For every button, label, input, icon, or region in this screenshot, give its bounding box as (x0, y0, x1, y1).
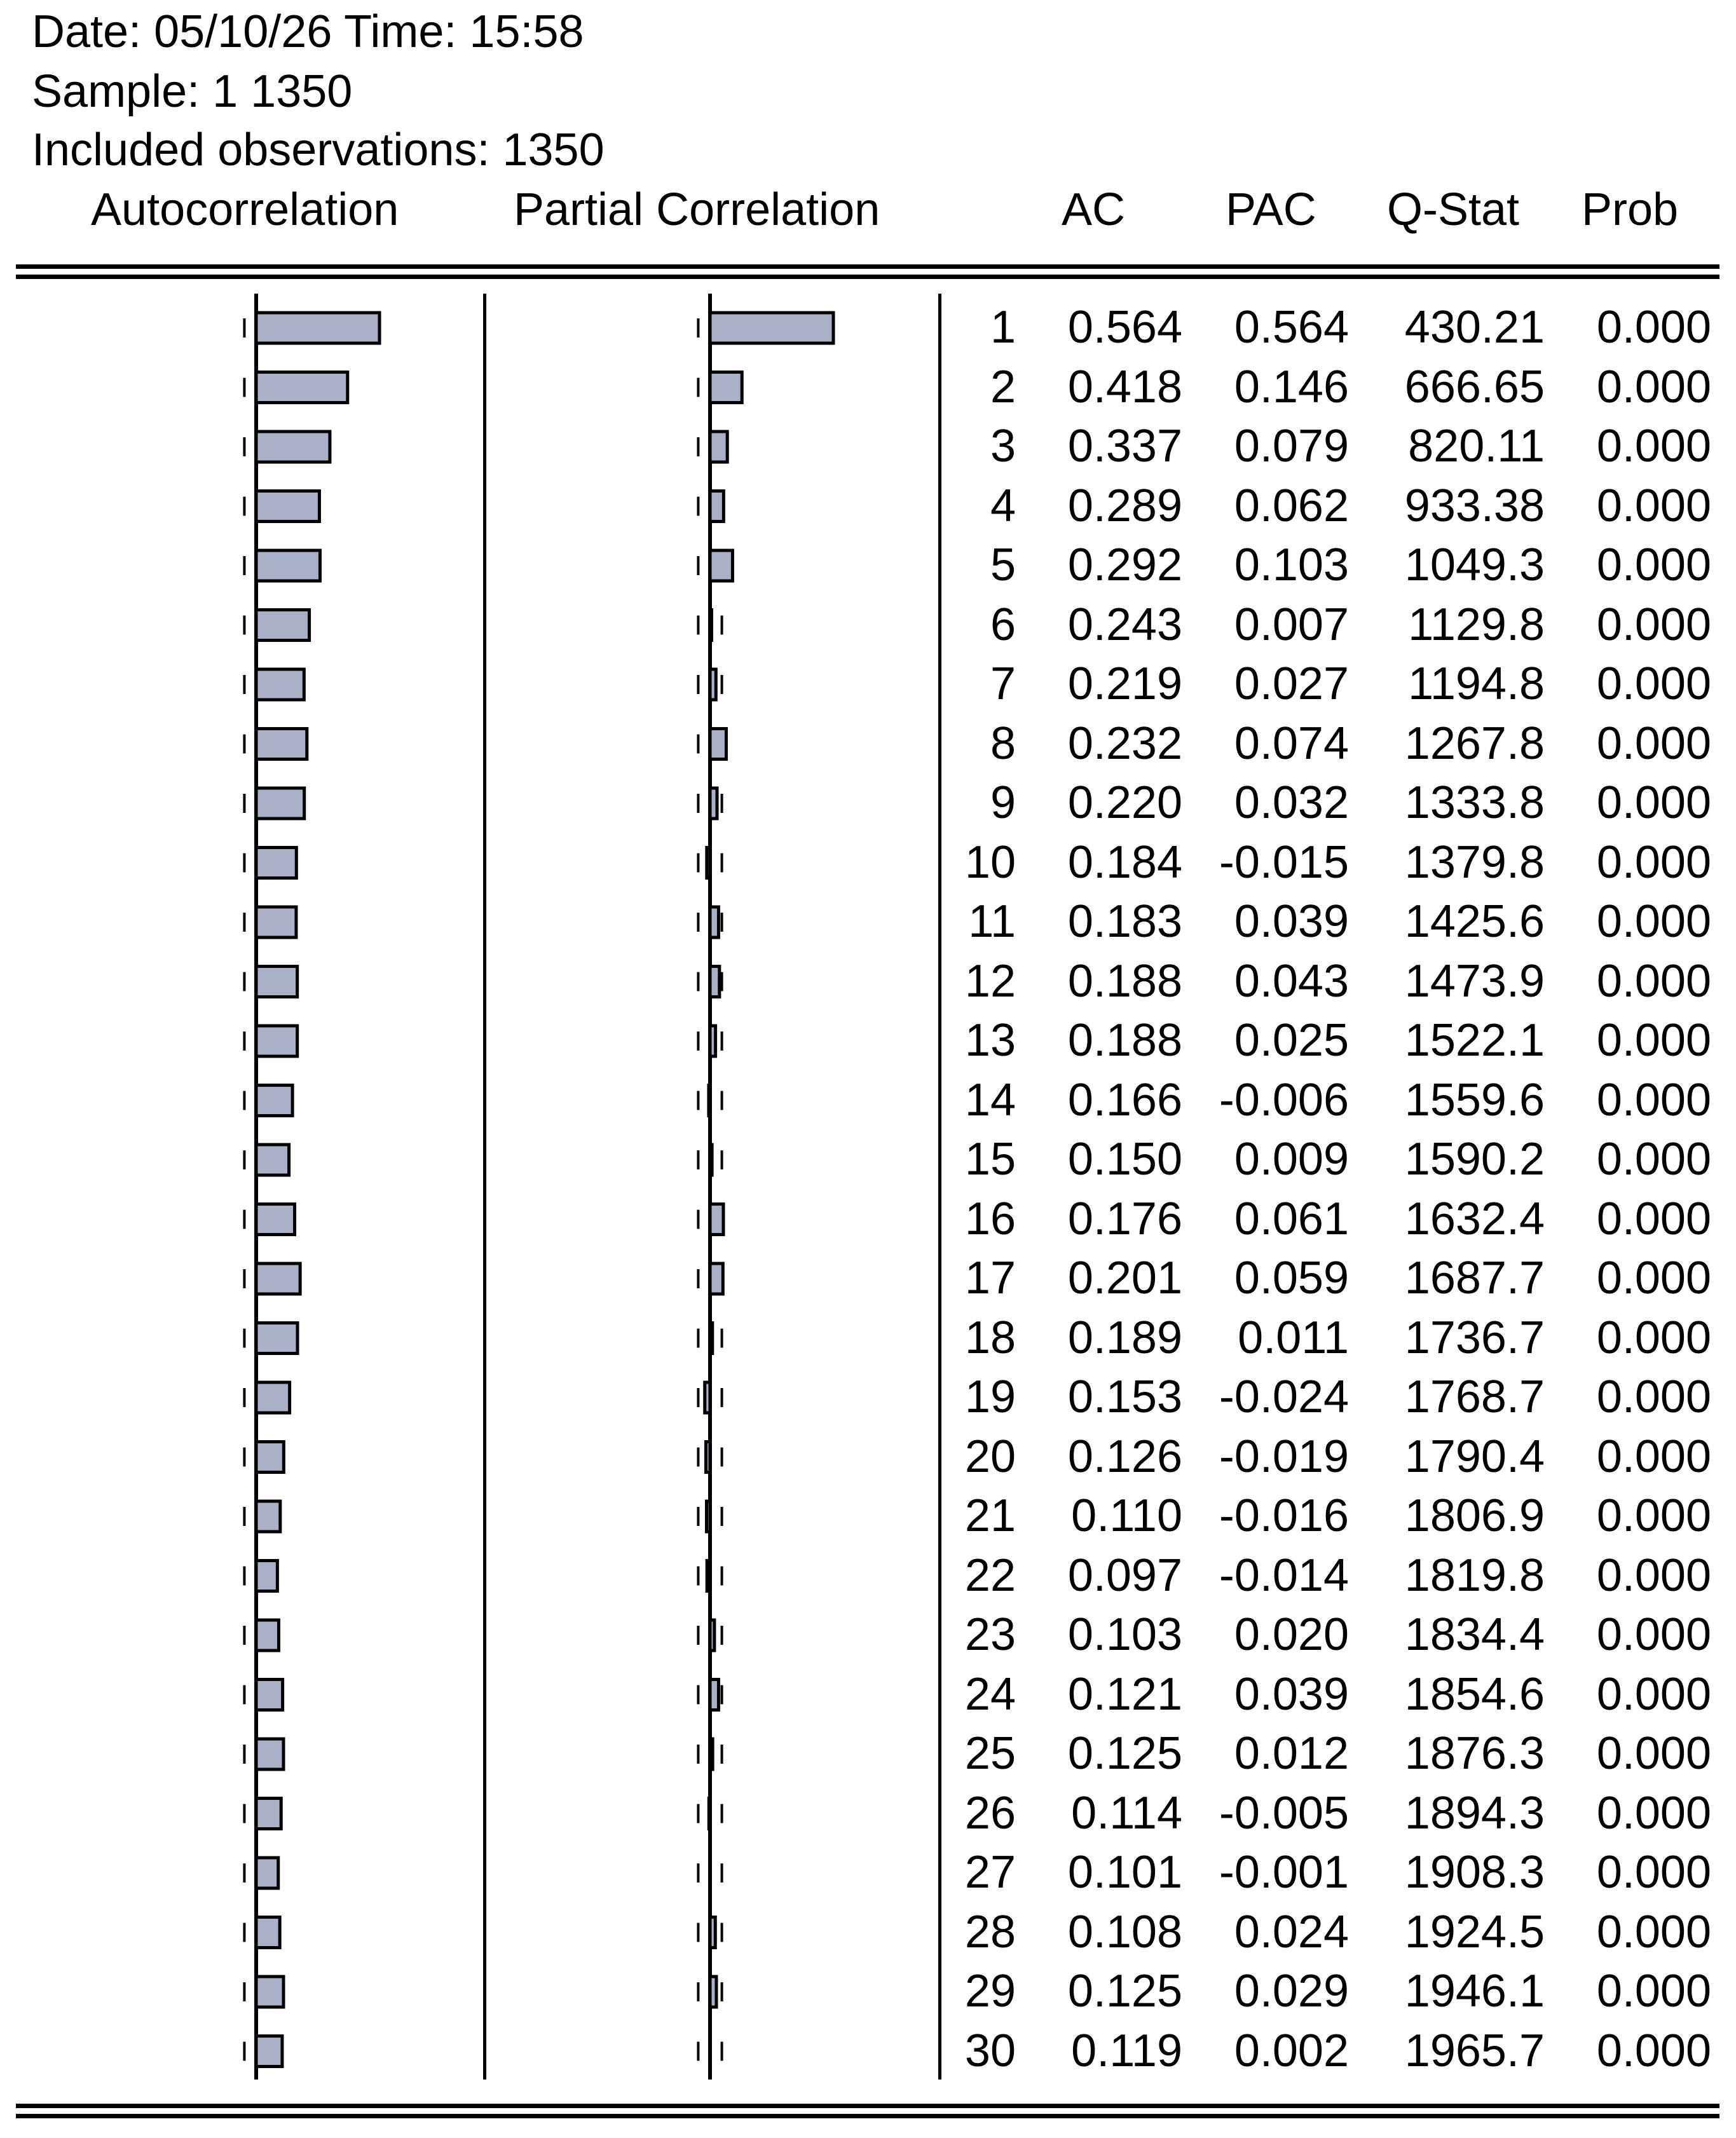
qstat-value-cell: 430.21 (1404, 302, 1545, 353)
ac-value-cell: 0.110 (1071, 1490, 1182, 1541)
prob-value-cell: 0.000 (1596, 1134, 1711, 1185)
ac-value-cell: 0.189 (1067, 1312, 1182, 1363)
pac-bar (709, 1086, 710, 1116)
prob-value-cell: 0.000 (1596, 540, 1711, 590)
pac-value-cell: 0.020 (1234, 1609, 1349, 1660)
pac-bar (706, 1442, 710, 1473)
ac-value-cell: 0.108 (1067, 1906, 1182, 1958)
pac-bar (710, 788, 717, 819)
pac-bar (710, 491, 723, 522)
ac-value-cell: 0.289 (1067, 480, 1182, 531)
prob-value-cell: 0.000 (1596, 1787, 1711, 1839)
pac-bar (710, 1145, 712, 1175)
pac-bar (710, 1917, 715, 1948)
qstat-value-cell: 1590.2 (1404, 1134, 1545, 1185)
lag-cell: 22 (964, 1549, 1016, 1601)
pac-value-cell: 0.564 (1234, 302, 1349, 353)
ac-bar (256, 313, 379, 343)
ac-bar (256, 1620, 278, 1651)
ac-value-cell: 0.114 (1071, 1787, 1182, 1839)
prob-value-cell: 0.000 (1596, 1015, 1711, 1066)
ac-bar (256, 432, 330, 462)
qstat-value-cell: 1687.7 (1404, 1253, 1545, 1304)
prob-value-cell: 0.000 (1596, 361, 1711, 412)
qstat-value-cell: 1834.4 (1404, 1609, 1545, 1660)
partial-correlation-header: Partial Correlation (514, 184, 880, 235)
ac-bar (256, 669, 304, 700)
lag-cell: 17 (964, 1253, 1016, 1304)
ac-bar (256, 1561, 277, 1591)
pac-value-cell: 0.025 (1234, 1015, 1349, 1066)
qstat-value-cell: 1819.8 (1404, 1549, 1545, 1601)
qstat-value-cell: 1946.1 (1404, 1966, 1545, 2017)
ac-bar (256, 1145, 289, 1175)
pac-bar (710, 432, 727, 462)
pac-value-cell: 0.061 (1234, 1193, 1349, 1244)
pac-value-cell: -0.016 (1219, 1490, 1349, 1541)
ac-value-cell: 0.201 (1067, 1253, 1182, 1304)
pac-bar (710, 1026, 716, 1056)
pac-bar (710, 1204, 723, 1235)
lag-cell: 27 (964, 1847, 1016, 1898)
ac-value-cell: 0.220 (1067, 777, 1182, 828)
qstat-value-cell: 1129.8 (1408, 599, 1545, 650)
ac-bar (256, 1263, 300, 1294)
prob-value-cell: 0.000 (1596, 480, 1711, 531)
pac-value-cell: 0.039 (1234, 1668, 1349, 1720)
prob-value-cell: 0.000 (1596, 777, 1711, 828)
lag-cell: 13 (964, 1015, 1016, 1066)
pac-bar (710, 967, 720, 997)
lag-cell: 16 (964, 1193, 1016, 1244)
qstat-value-cell: 1854.6 (1404, 1668, 1545, 1720)
ac-bar (256, 1917, 280, 1948)
ac-value-cell: 0.150 (1067, 1134, 1182, 1185)
prob-value-cell: 0.000 (1596, 1668, 1711, 1720)
ac-value-cell: 0.337 (1067, 421, 1182, 472)
qstat-header: Q-Stat (1387, 184, 1520, 235)
qstat-value-cell: 1806.9 (1404, 1490, 1545, 1541)
pac-bar (710, 1263, 723, 1294)
pac-bar (710, 610, 711, 641)
ac-bar (256, 1680, 283, 1710)
ac-value-cell: 0.101 (1067, 1847, 1182, 1898)
qstat-value-cell: 1632.4 (1404, 1193, 1545, 1244)
ac-value-cell: 0.243 (1067, 599, 1182, 650)
ac-bar (256, 1858, 278, 1888)
prob-value-cell: 0.000 (1596, 421, 1711, 472)
pac-value-cell: 0.103 (1234, 540, 1349, 590)
ac-value-cell: 0.166 (1067, 1074, 1182, 1126)
pac-bar (710, 669, 716, 700)
ac-value-cell: 0.126 (1067, 1431, 1182, 1482)
prob-value-cell: 0.000 (1596, 658, 1711, 709)
observations-line: Included observations: 1350 (32, 125, 605, 175)
qstat-value-cell: 1876.3 (1404, 1728, 1545, 1779)
ac-value-cell: 0.125 (1067, 1728, 1182, 1779)
lag-cell: 20 (964, 1431, 1016, 1482)
prob-value-cell: 0.000 (1596, 1253, 1711, 1304)
lag-cell: 11 (968, 896, 1016, 947)
ac-bar (256, 1323, 297, 1354)
ac-bar (256, 1501, 280, 1532)
lag-cell: 15 (964, 1134, 1016, 1185)
lag-cell: 5 (990, 540, 1016, 590)
prob-value-cell: 0.000 (1596, 1609, 1711, 1660)
qstat-value-cell: 1522.1 (1404, 1015, 1545, 1066)
ac-bar (256, 967, 297, 997)
pac-value-cell: 0.039 (1234, 896, 1349, 947)
lag-cell: 8 (990, 718, 1016, 769)
ac-value-cell: 0.103 (1067, 1609, 1182, 1660)
prob-value-cell: 0.000 (1596, 599, 1711, 650)
lag-cell: 19 (964, 1372, 1016, 1422)
pac-bar (710, 729, 726, 759)
ac-value-cell: 0.119 (1071, 2025, 1182, 2076)
pac-bar (706, 1501, 710, 1532)
prob-value-cell: 0.000 (1596, 1372, 1711, 1422)
lag-cell: 18 (964, 1312, 1016, 1363)
lag-cell: 29 (964, 1966, 1016, 2017)
prob-value-cell: 0.000 (1596, 718, 1711, 769)
lag-cell: 14 (964, 1074, 1016, 1126)
pac-bar (710, 550, 732, 581)
ac-value-cell: 0.418 (1067, 361, 1182, 412)
ac-bar (256, 1799, 281, 1829)
ac-bar (256, 491, 319, 522)
sample-line: Sample: 1 1350 (32, 66, 353, 117)
autocorrelation-header: Autocorrelation (91, 184, 399, 235)
pac-value-cell: -0.001 (1219, 1847, 1349, 1898)
pac-value-cell: 0.029 (1234, 1966, 1349, 2017)
qstat-value-cell: 1790.4 (1404, 1431, 1545, 1482)
ac-bar (256, 848, 296, 878)
ac-bar (256, 1204, 295, 1235)
ac-value-cell: 0.125 (1067, 1966, 1182, 2017)
ac-bar (256, 729, 307, 759)
pac-bar (709, 1799, 710, 1829)
pac-bar (710, 1739, 713, 1769)
lag-cell: 6 (990, 599, 1016, 650)
pac-value-cell: 0.059 (1234, 1253, 1349, 1304)
prob-value-cell: 0.000 (1596, 1074, 1711, 1126)
ac-value-cell: 0.232 (1067, 718, 1182, 769)
pac-value-cell: 0.002 (1234, 2025, 1349, 2076)
pac-header: PAC (1226, 184, 1316, 235)
ac-bar (256, 1442, 284, 1473)
qstat-value-cell: 1267.8 (1404, 718, 1545, 769)
lag-cell: 23 (964, 1609, 1016, 1660)
qstat-value-cell: 1965.7 (1404, 2025, 1545, 2076)
ac-bar (256, 788, 304, 819)
ac-header: AC (1062, 184, 1126, 235)
lag-cell: 9 (990, 777, 1016, 828)
pac-value-cell: 0.146 (1234, 361, 1349, 412)
ac-value-cell: 0.188 (1067, 955, 1182, 1007)
ac-bar (256, 550, 320, 581)
date-time-line: Date: 05/10/26 Time: 15:58 (32, 6, 584, 57)
prob-value-cell: 0.000 (1596, 2025, 1711, 2076)
prob-value-cell: 0.000 (1596, 896, 1711, 947)
pac-bar (705, 1382, 710, 1413)
qstat-value-cell: 1768.7 (1404, 1372, 1545, 1422)
lag-cell: 30 (964, 2025, 1016, 2076)
qstat-value-cell: 1333.8 (1404, 777, 1545, 828)
lag-cell: 10 (964, 836, 1016, 888)
ac-value-cell: 0.564 (1067, 302, 1182, 353)
pac-value-cell: -0.006 (1219, 1074, 1349, 1126)
prob-value-cell: 0.000 (1596, 1431, 1711, 1482)
lag-cell: 25 (964, 1728, 1016, 1779)
qstat-value-cell: 1908.3 (1404, 1847, 1545, 1898)
lag-cell: 1 (990, 302, 1016, 353)
pac-bar (710, 1620, 714, 1651)
pac-bar (710, 372, 742, 403)
pac-bar (710, 907, 718, 937)
ac-bar (256, 372, 348, 403)
ac-value-cell: 0.219 (1067, 658, 1182, 709)
pac-value-cell: 0.012 (1234, 1728, 1349, 1779)
lag-cell: 28 (964, 1906, 1016, 1958)
ac-bar (256, 1026, 297, 1056)
prob-value-cell: 0.000 (1596, 1906, 1711, 1958)
prob-value-cell: 0.000 (1596, 1549, 1711, 1601)
ac-bar (256, 907, 296, 937)
pac-value-cell: 0.011 (1238, 1312, 1349, 1363)
qstat-value-cell: 666.65 (1404, 361, 1545, 412)
pac-value-cell: 0.043 (1234, 955, 1349, 1007)
prob-value-cell: 0.000 (1596, 302, 1711, 353)
prob-value-cell: 0.000 (1596, 955, 1711, 1007)
ac-bar (256, 1739, 284, 1769)
pac-value-cell: 0.009 (1234, 1134, 1349, 1185)
qstat-value-cell: 1473.9 (1404, 955, 1545, 1007)
pac-value-cell: 0.079 (1234, 421, 1349, 472)
pac-value-cell: 0.024 (1234, 1906, 1349, 1958)
qstat-value-cell: 1049.3 (1404, 540, 1545, 590)
ac-bar (256, 2036, 282, 2067)
prob-value-cell: 0.000 (1596, 1966, 1711, 2017)
pac-bar (710, 313, 833, 343)
ac-value-cell: 0.184 (1067, 836, 1182, 888)
prob-header: Prob (1582, 184, 1679, 235)
ac-value-cell: 0.183 (1067, 896, 1182, 947)
ac-value-cell: 0.153 (1067, 1372, 1182, 1422)
prob-value-cell: 0.000 (1596, 1847, 1711, 1898)
qstat-value-cell: 1894.3 (1404, 1787, 1545, 1839)
prob-value-cell: 0.000 (1596, 1312, 1711, 1363)
ac-value-cell: 0.188 (1067, 1015, 1182, 1066)
qstat-value-cell: 820.11 (1408, 421, 1545, 472)
pac-value-cell: 0.027 (1234, 658, 1349, 709)
ac-value-cell: 0.292 (1067, 540, 1182, 590)
qstat-value-cell: 1924.5 (1404, 1906, 1545, 1958)
ac-value-cell: 0.121 (1067, 1668, 1182, 1720)
prob-value-cell: 0.000 (1596, 1728, 1711, 1779)
qstat-value-cell: 1736.7 (1404, 1312, 1545, 1363)
prob-value-cell: 0.000 (1596, 836, 1711, 888)
qstat-value-cell: 1425.6 (1404, 896, 1545, 947)
ac-value-cell: 0.176 (1067, 1193, 1182, 1244)
lag-cell: 24 (964, 1668, 1016, 1720)
ac-bar (256, 1977, 284, 2007)
prob-value-cell: 0.000 (1596, 1193, 1711, 1244)
prob-value-cell: 0.000 (1596, 1490, 1711, 1541)
lag-cell: 2 (990, 361, 1016, 412)
pac-value-cell: -0.014 (1219, 1549, 1349, 1601)
lag-cell: 3 (990, 421, 1016, 472)
lag-cell: 21 (964, 1490, 1016, 1541)
pac-value-cell: 0.074 (1234, 718, 1349, 769)
lag-cell: 7 (990, 658, 1016, 709)
ac-value-cell: 0.097 (1067, 1549, 1182, 1601)
qstat-value-cell: 1379.8 (1404, 836, 1545, 888)
ac-bar (256, 1086, 292, 1116)
pac-value-cell: -0.015 (1219, 836, 1349, 888)
pac-bar (710, 1680, 718, 1710)
qstat-value-cell: 1559.6 (1404, 1074, 1545, 1126)
lag-cell: 4 (990, 480, 1016, 531)
ac-bar (256, 1382, 290, 1413)
lag-cell: 26 (964, 1787, 1016, 1839)
qstat-value-cell: 933.38 (1404, 480, 1545, 531)
pac-value-cell: 0.007 (1234, 599, 1349, 650)
qstat-value-cell: 1194.8 (1408, 658, 1545, 709)
lag-cell: 12 (964, 955, 1016, 1007)
pac-value-cell: -0.019 (1219, 1431, 1349, 1482)
pac-bar (710, 1323, 713, 1354)
pac-bar (707, 1561, 710, 1591)
pac-value-cell: 0.032 (1234, 777, 1349, 828)
pac-bar (707, 848, 710, 878)
pac-bar (710, 1977, 716, 2007)
pac-value-cell: 0.062 (1234, 480, 1349, 531)
pac-value-cell: -0.005 (1219, 1787, 1349, 1839)
ac-bar (256, 610, 310, 641)
pac-value-cell: -0.024 (1219, 1372, 1349, 1422)
